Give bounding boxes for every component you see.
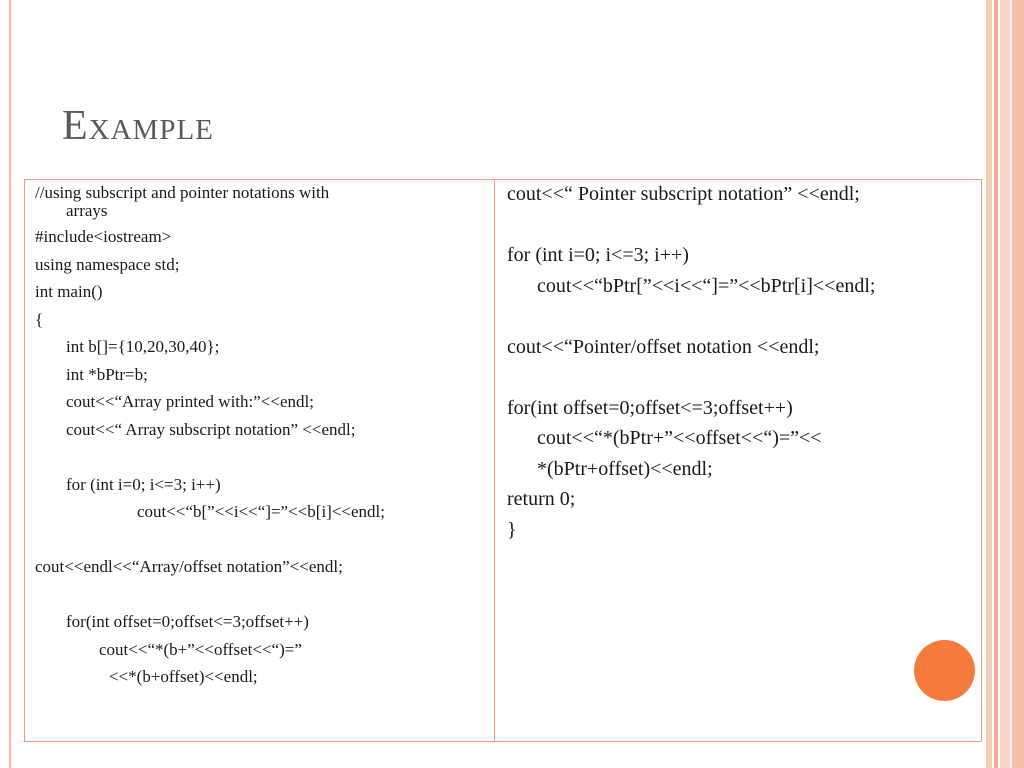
code-line-blank <box>35 584 494 612</box>
code-line: cout<<“Pointer/offset notation <<endl; <box>507 335 820 358</box>
code-line-blank <box>507 304 981 335</box>
code-line: { <box>35 309 44 329</box>
code-line: cout<<“bPtr[”<<i<<“]=”<<bPtr[i]<<endl; <box>537 274 876 297</box>
code-line: for(int offset=0;offset<=3;offset++) <box>507 396 793 419</box>
right-stripe-2 <box>994 0 998 768</box>
right-stripe-1 <box>986 0 992 768</box>
code-line-blank <box>507 365 981 396</box>
slide-title: Example <box>62 103 214 149</box>
code-line: int b[]={10,20,30,40}; <box>66 337 220 356</box>
code-line: cout<<“b[”<<i<<“]=”<<b[i]<<endl; <box>137 502 385 521</box>
code-table <box>24 179 982 742</box>
code-line: using namespace std; <box>35 254 180 274</box>
code-line: for(int offset=0;offset<=3;offset++) <box>66 612 309 631</box>
code-line: cout<<“*(bPtr+”<<offset<<“)=”<< <box>537 427 822 449</box>
right-code-column <box>495 180 981 741</box>
code-line: *(bPtr+offset)<<endl; <box>537 457 713 480</box>
code-line: cout<<endl<<“Array/offset notation”<<endl; <box>35 557 343 576</box>
code-line-blank <box>35 446 494 474</box>
code-line: } <box>507 518 517 541</box>
code-line: #include<iostream> <box>35 227 172 246</box>
code-line: cout<<“*(b+”<<offset<<“)=” <box>99 639 302 659</box>
code-line-blank <box>507 213 981 244</box>
code-line: cout<<“ Pointer subscript notation” <<endl; <box>507 183 860 205</box>
left-border-line <box>9 0 11 768</box>
decorative-orange-circle <box>914 640 975 701</box>
right-stripe-4 <box>1012 0 1024 768</box>
code-line-blank <box>35 529 494 557</box>
comment-line-1: //using subscript and pointer notations with <box>35 183 330 202</box>
right-stripe-3 <box>1000 0 1010 768</box>
code-line: int *bPtr=b; <box>66 364 148 384</box>
code-line: cout<<“Array printed with:”<<endl; <box>66 392 314 411</box>
comment-line-2: arrays <box>66 201 108 220</box>
code-line: for (int i=0; i<=3; i++) <box>507 244 689 266</box>
code-line: <<*(b+offset)<<endl; <box>109 667 258 686</box>
left-code-column <box>25 180 495 741</box>
code-line: return 0; <box>507 488 576 510</box>
code-line: cout<<“ Array subscript notation” <<endl; <box>66 419 356 439</box>
code-comment <box>35 184 494 220</box>
code-line: int main() <box>35 282 103 301</box>
code-line: for (int i=0; i<=3; i++) <box>66 474 221 494</box>
